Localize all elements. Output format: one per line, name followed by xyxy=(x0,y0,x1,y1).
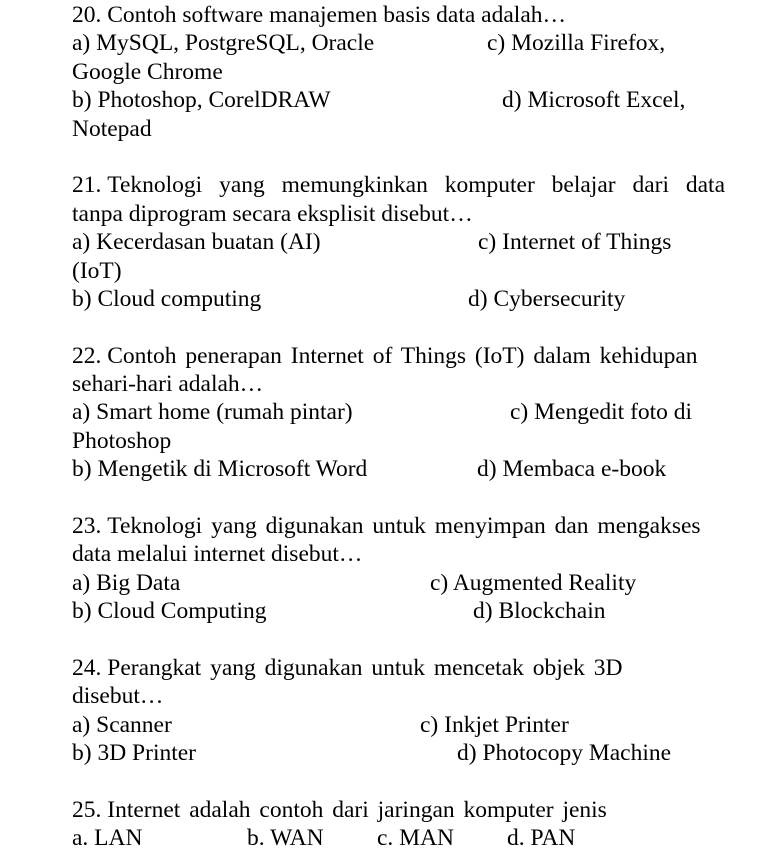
question-number: 22. xyxy=(72,342,102,369)
question-text: disebut… xyxy=(72,683,164,710)
option-c-continuation: Photoshop xyxy=(72,427,172,454)
spacer xyxy=(72,484,751,512)
question-block-24 xyxy=(72,654,751,768)
question-text-line xyxy=(72,682,751,710)
question-number: 21. xyxy=(72,172,102,199)
question-text: sehari-hari adalah… xyxy=(72,371,264,398)
question-text-line xyxy=(72,370,751,398)
question-text-line xyxy=(72,200,751,228)
option-c: c) Augmented Reality xyxy=(430,569,637,596)
option-c: c) Internet of Things xyxy=(478,229,672,256)
question-number: 25. xyxy=(72,796,102,823)
option-b: b) Cloud Computing xyxy=(72,598,267,625)
question-text-line xyxy=(72,654,751,682)
option-row xyxy=(72,455,751,483)
option-a: a) Smart home (rumah pintar) xyxy=(72,399,353,426)
option-b: b) 3D Printer xyxy=(72,740,197,767)
option-row xyxy=(72,29,751,57)
question-text: Teknologi yang digunakan untuk menyimpan dan mengakses xyxy=(107,513,701,540)
option-row xyxy=(72,398,751,426)
question-text: Teknologi yang memungkinkan komputer belajar dari data xyxy=(107,172,725,199)
option-b: b) Photoshop, CorelDRAW xyxy=(72,87,331,114)
option-a: a) MySQL, PostgreSQL, Oracle xyxy=(72,30,375,57)
option-d: d) Microsoft Excel, xyxy=(502,87,686,114)
option-c: c) Inkjet Printer xyxy=(420,711,569,738)
spacer xyxy=(72,313,751,341)
question-text-line xyxy=(72,171,751,199)
question-text: Perangkat yang digunakan untuk mencetak objek 3D xyxy=(107,654,623,681)
option-row-inline xyxy=(72,824,751,852)
option-a: a) Big Data xyxy=(72,569,181,596)
option-c-continuation: Google Chrome xyxy=(72,58,223,85)
option-row xyxy=(72,569,751,597)
question-block-25 xyxy=(72,796,751,853)
question-text: data melalui internet disebut… xyxy=(72,541,363,568)
option-d: d. PAN xyxy=(507,825,576,852)
question-block-20 xyxy=(72,1,751,143)
question-text-line xyxy=(72,512,751,540)
option-c-continuation: (IoT) xyxy=(72,257,122,284)
question-text: Contoh penerapan Internet of Things (IoT) dalam kehidupan xyxy=(107,342,698,369)
question-block-22 xyxy=(72,342,751,484)
question-number: 20. xyxy=(72,2,102,28)
option-d: d) Photocopy Machine xyxy=(457,740,672,767)
spacer xyxy=(72,768,751,796)
option-d: d) Membaca e-book xyxy=(477,456,667,483)
question-block-23 xyxy=(72,512,751,626)
question-text: Internet adalah contoh dari jaringan komputer jenis xyxy=(107,796,607,823)
option-row xyxy=(72,597,751,625)
option-b: b. WAN xyxy=(247,825,324,852)
option-d: d) Blockchain xyxy=(473,598,606,625)
question-text-line xyxy=(72,1,751,29)
question-text-line xyxy=(72,342,751,370)
question-text-line xyxy=(72,796,751,824)
spacer xyxy=(72,626,751,654)
option-row xyxy=(72,739,751,767)
question-text: tanpa diprogram secara eksplisit disebut… xyxy=(72,200,473,227)
option-a: a) Kecerdasan buatan (AI) xyxy=(72,229,321,256)
option-c: c) Mozilla Firefox, xyxy=(487,30,666,57)
question-text-line xyxy=(72,540,751,568)
question-number: 24. xyxy=(72,654,102,681)
option-c: c. MAN xyxy=(377,825,455,852)
option-row xyxy=(72,228,751,256)
option-d-continuation: Notepad xyxy=(72,115,152,142)
question-text: Contoh software manajemen basis data adalah… xyxy=(107,2,567,28)
option-b: b) Mengetik di Microsoft Word xyxy=(72,456,368,483)
question-block-21 xyxy=(72,171,751,313)
spacer xyxy=(72,143,751,171)
option-a: a) Scanner xyxy=(72,711,172,738)
option-b: b) Cloud computing xyxy=(72,285,262,312)
question-number: 23. xyxy=(72,513,102,540)
option-row xyxy=(72,285,751,313)
option-row xyxy=(72,86,751,114)
option-d: d) Cybersecurity xyxy=(468,285,626,312)
option-c: c) Mengedit foto di xyxy=(510,399,693,426)
option-a: a. LAN xyxy=(72,825,143,852)
option-row xyxy=(72,711,751,739)
